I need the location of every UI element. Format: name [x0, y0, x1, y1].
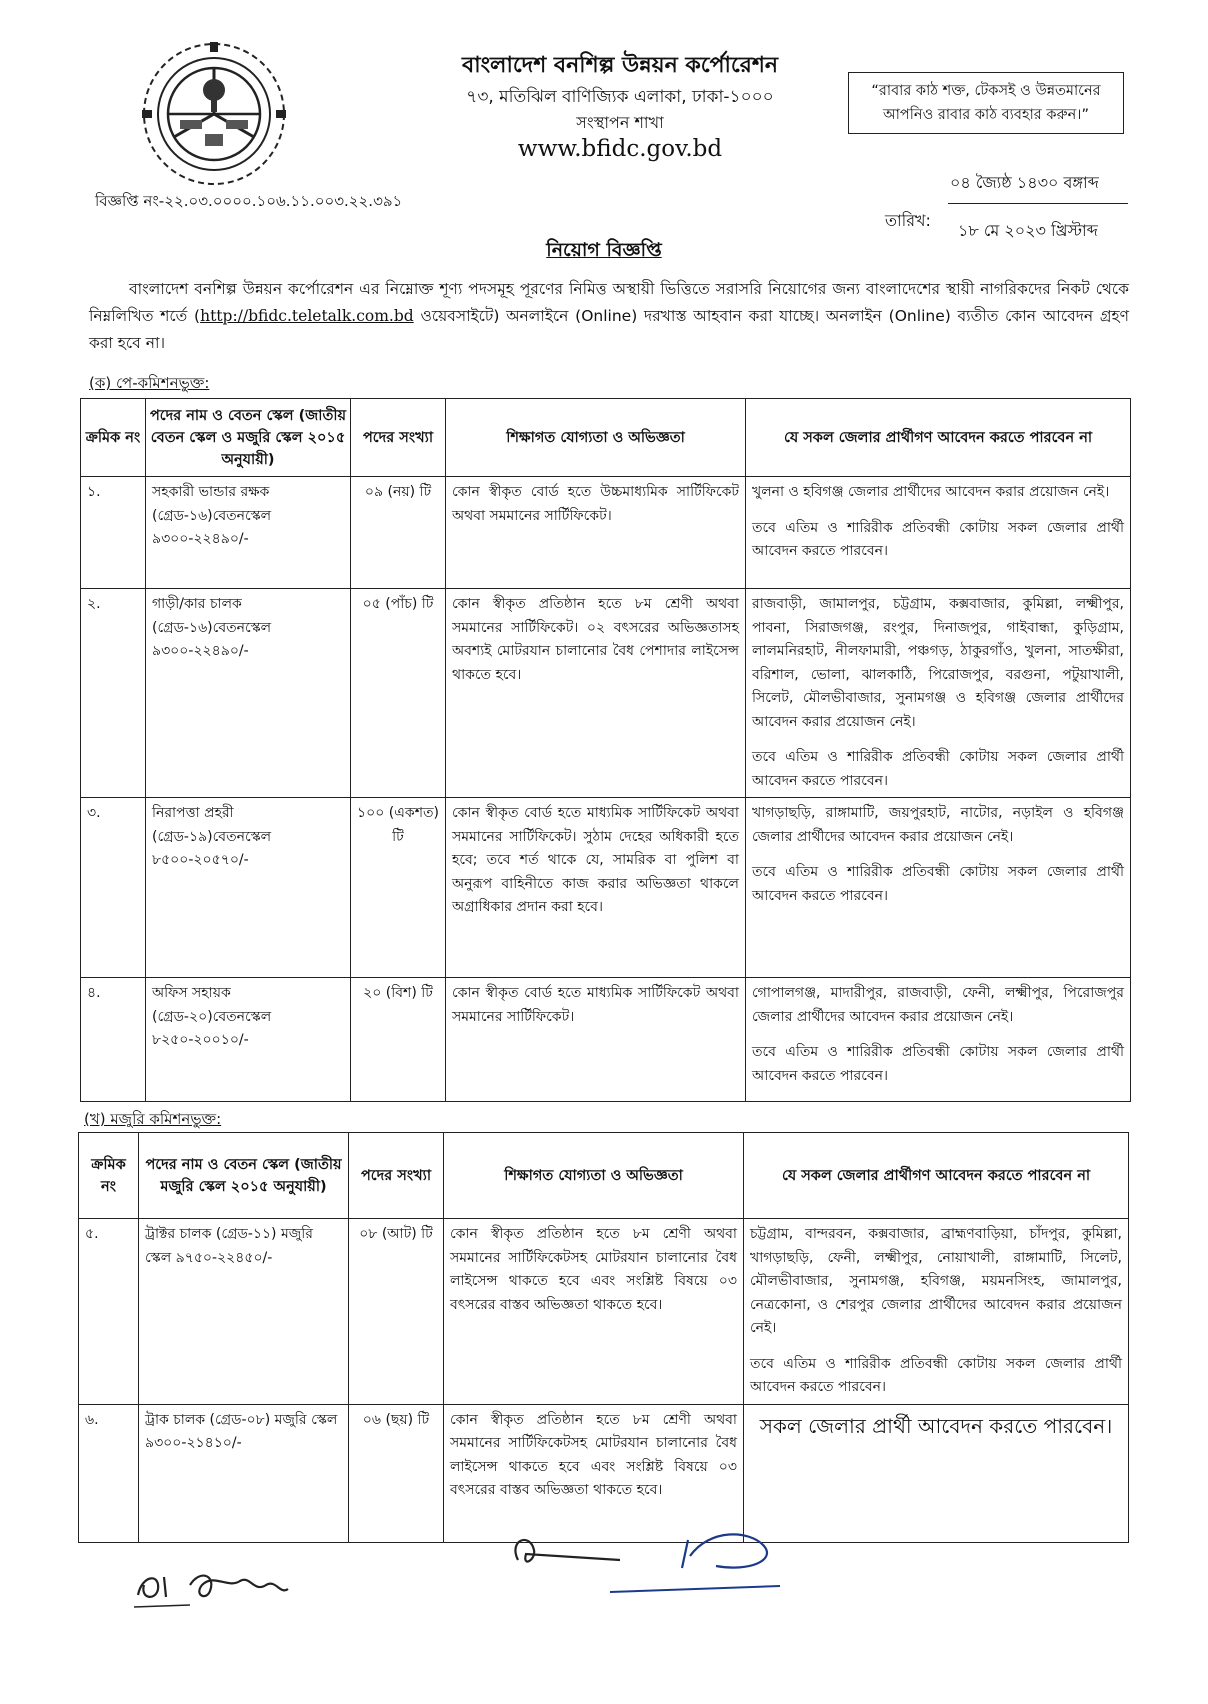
- count-cell: ১০০ (একশত) টি: [351, 798, 446, 978]
- col-excluded-districts: যে সকল জেলার প্রার্থীগণ আবেদন করতে পারবেন না: [746, 399, 1131, 477]
- post-cell: ট্রাক্টর চালক (গ্রেড-১১) মজুরি স্কেল ৯৭৫০-২২৪৫০/-: [139, 1219, 349, 1405]
- intro-paragraph: [89, 276, 1129, 357]
- qualification-cell: কোন স্বীকৃত প্রতিষ্ঠান হতে ৮ম শ্রেণী অথবা সমমানের সার্টিফিকেট। ০২ বৎসরের অভিজ্ঞতাসহ অবশ্যই মোটরযান চালানোর বৈধ পেশাদার লাইসেন্স থাকতে হবে।: [446, 589, 746, 798]
- districts-cell: [746, 798, 1131, 978]
- count-cell: ০৫ (পাঁচ) টি: [351, 589, 446, 798]
- qualification-cell: কোন স্বীকৃত বোর্ড হতে মাধ্যমিক সার্টিফিকেট অথবা সমমানের সার্টিফিকেট।: [446, 978, 746, 1102]
- districts-cell: [746, 589, 1131, 798]
- count-cell: ০৮ (আট) টি: [349, 1219, 444, 1405]
- districts-cell: [744, 1219, 1129, 1405]
- post-cell: অফিস সহায়ক (গ্রেড-২০)বেতনস্কেল ৮২৫০-২০০১০/-: [146, 978, 351, 1102]
- wage-commission-table: [78, 1132, 1129, 1543]
- col-excluded-districts: যে সকল জেলার প্রার্থীগণ আবেদন করতে পারবেন না: [744, 1133, 1129, 1219]
- organization-name: বাংলাদেশ বনশিল্প উন্নয়ন কর্পোরেশন: [461, 53, 779, 78]
- website-url[interactable]: www.bfidc.gov.bd: [517, 136, 723, 162]
- table-row: [81, 477, 1131, 589]
- excluded-districts: চট্টগ্রাম, বান্দরবন, কক্সবাজার, ব্রাহ্মণবাড়িয়া, চাঁদপুর, কুমিল্লা, খাগড়াছড়ি, ফেনী, লক্ষ্মীপুর, নোয়াখালী, রাঙ্গামাটি, সিলেট, মৌলভীবাজার, সুনামগঞ্জ, হবিগঞ্জ, ময়মনসিংহ, জামালপুর, নেত্রকোনা, ও শেরপুর জেলার প্রার্থীদের আবেদন করার প্রয়োজন নেই।: [750, 1226, 1122, 1336]
- quota-note: তবে এতিম ও শারিরীক প্রতিবন্ধী কোটায় সকল জেলার প্রার্থী আবেদন করতে পারবেন।: [752, 749, 1124, 789]
- qualification-cell: কোন স্বীকৃত বোর্ড হতে উচ্চমাধ্যমিক সার্টিফিকেট অথবা সমমানের সার্টিফিকেট।: [446, 477, 746, 589]
- teletalk-link[interactable]: http://bfidc.teletalk.com.bd: [200, 307, 414, 325]
- signature-officer: [500, 1520, 820, 1600]
- date-bangla: ০৪ জ্যৈষ্ঠ ১৪৩০ বঙ্গাব্দ: [950, 173, 1099, 192]
- serial-cell: ৫.: [79, 1219, 139, 1405]
- post-cell: গাড়ী/কার চালক (গ্রেড-১৬)বেতনস্কেল ৯৩০০-২২৪৯০/-: [146, 589, 351, 798]
- bfidc-logo: [140, 40, 288, 188]
- col-serial: ক্রমিক নং: [81, 399, 146, 477]
- count-cell: ০৬ (ছয়) টি: [349, 1404, 444, 1542]
- all-districts-cell: সকল জেলার প্রার্থী আবেদন করতে পারবেন।: [744, 1404, 1129, 1542]
- serial-cell: ৬.: [79, 1404, 139, 1542]
- table-row: [81, 589, 1131, 798]
- table-header-row: [79, 1133, 1129, 1219]
- table-row: [79, 1219, 1129, 1405]
- excluded-districts: রাজবাড়ী, জামালপুর, চট্টগ্রাম, কক্সবাজার, কুমিল্লা, লক্ষ্মীপুর, পাবনা, সিরাজগঞ্জ, রংপুর, দিনাজপুর, গাইবান্ধা, কুড়িগ্রাম, লালমনিরহাট, নীলফামারী, পঞ্চগড়, ঠাকুরগাঁও, খুলনা, সাতক্ষীরা, বরিশাল, ভোলা, ঝালকাঠি, পিরোজপুর, বরগুনা, পটুয়াখালী, সিলেট, মৌলভীবাজার, সুনামগঞ্জ ও হবিগঞ্জ জেলার প্রার্থীদের আবেদন করার প্রয়োজন নেই।: [752, 596, 1124, 730]
- quota-note: তবে এতিম ও শারিরীক প্রতিবন্ধী কোটায় সকল জেলার প্রার্থী আবেদন করতে পারবেন।: [752, 864, 1124, 904]
- organization-address: ৭৩, মতিঝিল বাণিজ্যিক এলাকা, ঢাকা-১০০০: [466, 87, 774, 107]
- col-serial: ক্রমিক নং: [79, 1133, 139, 1219]
- post-cell: নিরাপত্তা প্রহরী (গ্রেড-১৯)বেতনস্কেল ৮৫০০-২০৫৭০/-: [146, 798, 351, 978]
- quota-note: তবে এতিম ও শারিরীক প্রতিবন্ধী কোটায় সকল জেলার প্রার্থী আবেদন করতে পারবেন।: [752, 519, 1124, 559]
- col-post-count: পদের সংখ্যা: [351, 399, 446, 477]
- signature-initials: [130, 1555, 310, 1615]
- reference-number: বিজ্ঞপ্তি নং-২২.০৩.০০০০.১০৬.১১.০০৩.২২.৩৯১: [95, 192, 403, 210]
- col-qualification: শিক্ষাগত যোগ্যতা ও অভিজ্ঞতা: [444, 1133, 744, 1219]
- date-label: তারিখ:: [885, 211, 931, 230]
- quota-note: তবে এতিম ও শারিরীক প্রতিবন্ধী কোটায় সকল জেলার প্রার্থী আবেদন করতে পারবেন।: [750, 1355, 1122, 1395]
- intro-part1: বাংলাদেশ বনশিল্প উন্নয়ন কর্পোরেশন এর নিম্নোক্ত শূণ্য পদসমূহ পূরণের নিমিত্ত অস্থায়ী ভিত্তিতে সরাসরি নিয়োগের জন্য বাংলাদেশের স্থায়ী নাগরিকদের নিকট থেকে নিম্নলিখিত শর্তে (: [89, 280, 1129, 325]
- col-post-scale: পদের নাম ও বেতন স্কেল (জাতীয় বেতন স্কেল ও মজুরি স্কেল ২০১৫ অনুযায়ী): [146, 399, 351, 477]
- col-post-count: পদের সংখ্যা: [349, 1133, 444, 1219]
- serial-cell: ২.: [81, 589, 146, 798]
- districts-cell: [746, 477, 1131, 589]
- excluded-districts: খুলনা ও হবিগঞ্জ জেলার প্রার্থীদের আবেদন করার প্রয়োজন নেই।: [752, 484, 1110, 500]
- qualification-cell: কোন স্বীকৃত প্রতিষ্ঠান হতে ৮ম শ্রেণী অথবা সমমানের সার্টিফিকেটসহ মোটরযান চালানোর বৈধ লাইসেন্স থাকতে হবে এবং সংশ্লিষ্ট বিষয়ে ০৩ বৎসরের বাস্তব অভিজ্ঞতা থাকতে হবে।: [444, 1404, 744, 1542]
- table-row: [81, 978, 1131, 1102]
- serial-cell: ৩.: [81, 798, 146, 978]
- serial-cell: ১.: [81, 477, 146, 589]
- slogan-box: “রাবার কাঠ শক্ত, টেকসই ও উন্নতমানের আপনিও রাবার কাঠ ব্যবহার করুন।”: [848, 72, 1124, 134]
- count-cell: ২০ (বিশ) টি: [351, 978, 446, 1102]
- post-cell: ট্রাক চালক (গ্রেড-০৮) মজুরি স্কেল ৯৩০০-২১৪১০/-: [139, 1404, 349, 1542]
- qualification-cell: কোন স্বীকৃত প্রতিষ্ঠান হতে ৮ম শ্রেণী অথবা সমমানের সার্টিফিকেটসহ মোটরযান চালানোর বৈধ লাইসেন্স থাকতে হবে এবং সংশ্লিষ্ট বিষয়ে ০৩ বৎসরের বাস্তব অভিজ্ঞতা থাকতে হবে।: [444, 1219, 744, 1405]
- date-divider: [948, 203, 1128, 204]
- excluded-districts: খাগড়াছড়ি, রাঙ্গামাটি, জয়পুরহাট, নাটোর, নড়াইল ও হবিগঞ্জ জেলার প্রার্থীদের আবেদন করার প্রয়োজন নেই।: [752, 805, 1124, 845]
- col-qualification: শিক্ষাগত যোগ্যতা ও অভিজ্ঞতা: [446, 399, 746, 477]
- qualification-cell: কোন স্বীকৃত বোর্ড হতে মাধ্যমিক সার্টিফিকেট অথবা সমমানের সার্টিফিকেট। সুঠাম দেহের অধিকারী হতে হবে; তবে শর্ত থাকে যে, সামরিক বা পুলিশ বা অনুরূপ বাহিনীতে কাজ করার অভিজ্ঞতা থাকলে অগ্রাধিকার প্রদান করা হবে।: [446, 798, 746, 978]
- section-b-heading: (খ) মজুরি কমিশনভুক্ত:: [84, 1110, 222, 1128]
- districts-cell: [746, 978, 1131, 1102]
- col-post-scale: পদের নাম ও বেতন স্কেল (জাতীয় মজুরি স্কেল ২০১৫ অনুযায়ী): [139, 1133, 349, 1219]
- count-cell: ০৯ (নয়) টি: [351, 477, 446, 589]
- notice-title: নিয়োগ বিজ্ঞপ্তি: [546, 239, 662, 261]
- date-english: ১৮ মে ২০২৩ খ্রিস্টাব্দ: [958, 221, 1098, 240]
- branch-name: সংস্থাপন শাখা: [576, 113, 664, 132]
- table-header-row: [81, 399, 1131, 477]
- pay-commission-table: [80, 398, 1131, 1102]
- excluded-districts: গোপালগঞ্জ, মাদারীপুর, রাজবাড়ী, ফেনী, লক্ষ্মীপুর, পিরোজপুর জেলার প্রার্থীদের আবেদন করার প্রয়োজন নেই।: [752, 985, 1124, 1025]
- intro-part2: ওয়েবসাইটে) অনলাইনে (Online) দরখাস্ত আহবান করা যাচ্ছে। অনলাইন (Online) ব্যতীত কোন আবেদন গ্রহণ করা হবে না।: [89, 307, 1129, 352]
- section-a-heading: (ক) পে-কমিশনভুক্ত:: [89, 374, 210, 392]
- post-cell: সহকারী ভান্ডার রক্ষক (গ্রেড-১৬)বেতনস্কেল ৯৩০০-২২৪৯০/-: [146, 477, 351, 589]
- serial-cell: ৪.: [81, 978, 146, 1102]
- quota-note: তবে এতিম ও শারিরীক প্রতিবন্ধী কোটায় সকল জেলার প্রার্থী আবেদন করতে পারবেন।: [752, 1044, 1124, 1084]
- table-row: [81, 798, 1131, 978]
